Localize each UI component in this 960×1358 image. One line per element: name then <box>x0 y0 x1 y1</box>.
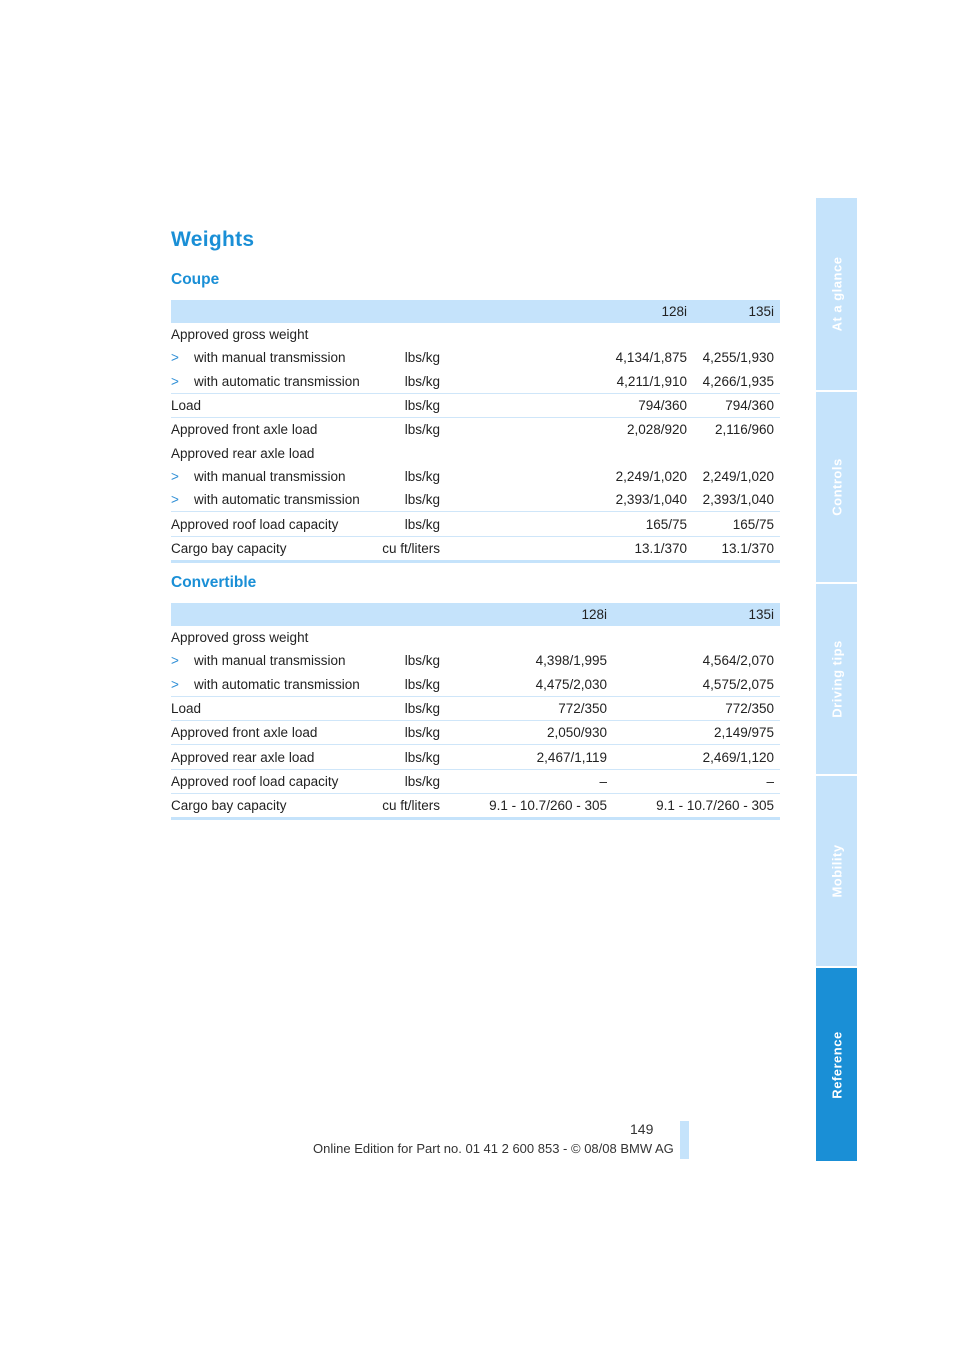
row-unit: cu ft/liters <box>370 536 440 561</box>
row-value-128i: 2,467/1,119 <box>440 745 613 769</box>
row-label: with automatic transmission <box>194 492 360 508</box>
row-unit: lbs/kg <box>404 350 440 366</box>
table-row <box>171 346 780 369</box>
row-unit: lbs/kg <box>404 492 440 508</box>
row-value-135i: 794/360 <box>693 393 780 417</box>
column-header: 135i <box>613 603 780 626</box>
sidebar-tab-label: Driving tips <box>829 640 844 718</box>
row-unit <box>370 441 440 464</box>
row-unit: lbs/kg <box>370 721 440 745</box>
bullet-arrow-icon: > <box>171 468 179 484</box>
table-row <box>171 393 780 417</box>
table-header-row <box>171 603 780 626</box>
row-value-128i: 4,398/1,995 <box>535 653 607 669</box>
sidebar-tab-reference[interactable] <box>816 968 857 1161</box>
page-title: Weights <box>171 228 255 251</box>
sidebar-tab-driving-tips[interactable] <box>816 584 857 774</box>
row-value-128i <box>440 626 613 649</box>
column-header: 135i <box>693 300 780 323</box>
table-row <box>171 745 780 769</box>
row-value-135i <box>613 626 780 649</box>
row-value-135i <box>693 441 780 464</box>
table-row <box>171 794 780 819</box>
row-label: Cargo bay capacity <box>171 794 370 819</box>
row-value-135i: 4,255/1,930 <box>702 350 774 366</box>
row-value-135i: 4,564/2,070 <box>702 653 774 669</box>
row-label: Cargo bay capacity <box>171 536 370 561</box>
row-value-135i <box>693 323 780 346</box>
row-label: Approved gross weight <box>171 327 309 343</box>
row-label: with manual transmission <box>194 468 346 484</box>
row-value-135i: 13.1/370 <box>693 536 780 561</box>
convertible-heading: Convertible <box>171 574 257 591</box>
row-label: Load <box>171 393 370 417</box>
row-value-135i: – <box>613 769 780 793</box>
sidebar-tab-label: Controls <box>829 458 844 516</box>
row-unit: lbs/kg <box>370 745 440 769</box>
row-value-128i: 165/75 <box>440 512 693 536</box>
page-marker <box>680 1121 689 1159</box>
sidebar-tab-at-a-glance[interactable] <box>816 198 857 390</box>
row-value-128i: 772/350 <box>440 696 613 720</box>
coupe-heading: Coupe <box>171 271 220 288</box>
table-row <box>171 769 780 793</box>
row-value-128i: 4,134/1,875 <box>615 350 687 366</box>
row-value-135i: 2,116/960 <box>693 418 780 442</box>
convertible-weights-table <box>171 603 780 820</box>
row-value-135i: 165/75 <box>693 512 780 536</box>
table-header-row <box>171 300 780 323</box>
column-header: 128i <box>440 300 693 323</box>
row-label: Approved gross weight <box>171 630 309 646</box>
row-unit: lbs/kg <box>370 393 440 417</box>
row-unit: lbs/kg <box>370 696 440 720</box>
table-row <box>171 512 780 536</box>
row-unit: lbs/kg <box>404 373 440 389</box>
bullet-arrow-icon: > <box>171 373 179 389</box>
row-value-135i: 2,149/975 <box>613 721 780 745</box>
row-value-135i: 2,393/1,040 <box>702 492 774 508</box>
sidebar-tab-label: At a glance <box>829 256 844 332</box>
row-value-128i: 13.1/370 <box>440 536 693 561</box>
row-unit: lbs/kg <box>370 769 440 793</box>
sidebar-tab-controls[interactable] <box>816 392 857 582</box>
sidebar-tab-label: Mobility <box>829 844 844 898</box>
table-row <box>171 323 780 346</box>
table-row <box>171 649 780 672</box>
row-value-135i: 4,575/2,075 <box>702 676 774 692</box>
coupe-weights-table <box>171 300 780 563</box>
row-value-128i <box>440 323 693 346</box>
row-label: Approved roof load capacity <box>171 512 370 536</box>
row-label: with automatic transmission <box>194 676 360 692</box>
row-label: Approved rear axle load <box>171 445 315 461</box>
column-header: 128i <box>440 603 613 626</box>
footer-text: Online Edition for Part no. 01 41 2 600 853 - © 08/08 BMW AG <box>313 1141 674 1156</box>
row-value-135i: 2,249/1,020 <box>702 468 774 484</box>
page-number: 149 <box>630 1121 654 1137</box>
row-value-128i: 2,249/1,020 <box>615 468 687 484</box>
table-row <box>171 696 780 720</box>
row-label: Approved front axle load <box>171 721 370 745</box>
sidebar-tab-mobility[interactable] <box>816 776 857 966</box>
row-value-128i: 2,028/920 <box>440 418 693 442</box>
row-unit: lbs/kg <box>370 512 440 536</box>
table-row <box>171 673 780 697</box>
row-unit: lbs/kg <box>370 418 440 442</box>
row-label: Approved rear axle load <box>171 745 370 769</box>
table-row <box>171 441 780 464</box>
table-row <box>171 418 780 442</box>
row-unit <box>370 626 440 649</box>
bullet-arrow-icon: > <box>171 350 179 366</box>
row-value-135i: 2,469/1,120 <box>613 745 780 769</box>
row-value-128i: 4,211/1,910 <box>616 373 687 389</box>
table-row <box>171 465 780 488</box>
row-value-128i: 9.1 - 10.7/260 - 305 <box>440 794 613 819</box>
bullet-arrow-icon: > <box>171 676 179 692</box>
row-value-135i: 772/350 <box>613 696 780 720</box>
sidebar-tab-label: Reference <box>829 1030 844 1099</box>
row-value-128i <box>440 441 693 464</box>
row-unit: lbs/kg <box>404 653 440 669</box>
row-label: with manual transmission <box>194 350 346 366</box>
row-label: Approved front axle load <box>171 418 370 442</box>
row-unit <box>370 323 440 346</box>
row-unit: lbs/kg <box>404 676 440 692</box>
row-label: with automatic transmission <box>194 373 360 389</box>
row-unit: lbs/kg <box>404 468 440 484</box>
row-value-135i: 4,266/1,935 <box>702 373 774 389</box>
bullet-arrow-icon: > <box>171 653 179 669</box>
table-row <box>171 488 780 512</box>
table-row <box>171 721 780 745</box>
row-label: Approved roof load capacity <box>171 769 370 793</box>
row-value-128i: 2,393/1,040 <box>615 492 687 508</box>
table-row <box>171 536 780 561</box>
row-unit: cu ft/liters <box>370 794 440 819</box>
table-row <box>171 626 780 649</box>
row-value-128i: 794/360 <box>440 393 693 417</box>
section-sidebar <box>816 198 857 1161</box>
row-label: with manual transmission <box>194 653 346 669</box>
row-value-128i: 4,475/2,030 <box>535 676 607 692</box>
bullet-arrow-icon: > <box>171 492 179 508</box>
row-label: Load <box>171 696 370 720</box>
row-value-128i: – <box>440 769 613 793</box>
row-value-128i: 2,050/930 <box>440 721 613 745</box>
table-row <box>171 370 780 394</box>
row-value-135i: 9.1 - 10.7/260 - 305 <box>613 794 780 819</box>
